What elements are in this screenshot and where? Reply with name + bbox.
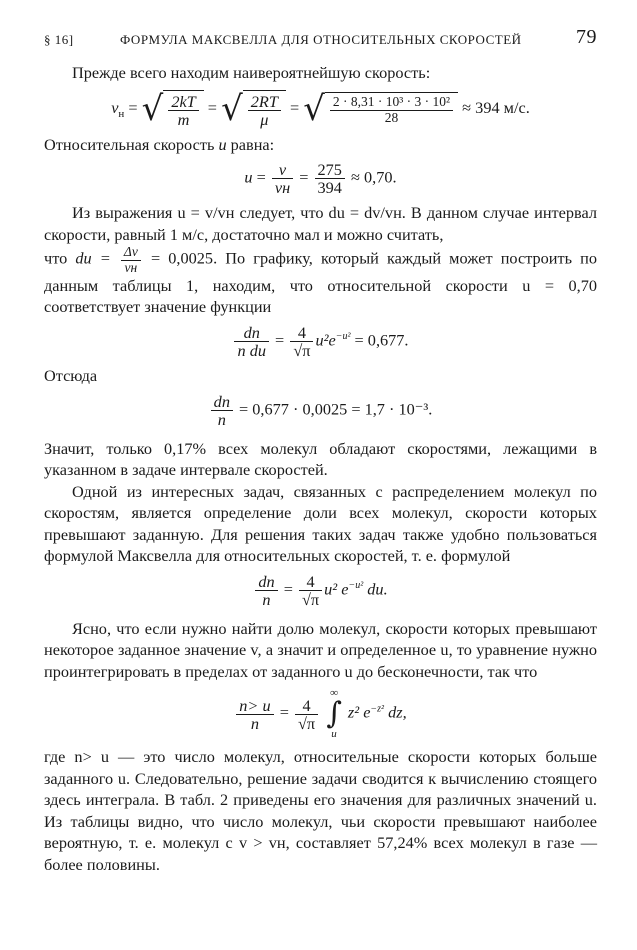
paragraph-8: где n> u — это число молекул, относительные скорости которых больше заданного u. Следовательно, решение задачи сводится к вычислению стоящего здесь интеграла. В табл. 2 приведены его значения для различных значений u. Из таблицы видно, что число молекул, чьи скорости превышают наиболее вероятную, т. е. молекул с v > vн, составляет 57,24% всех молекул в газе — более половины.	[44, 747, 597, 874]
formula-maxwell-relative: $\frac{dn}{n}$ = $\frac{4}{√\pi}$ u² $e^{-u^2}$ du.	[44, 573, 597, 608]
eq1-r2-num: 2RT	[248, 93, 281, 111]
chapter-title: ФОРМУЛА МАКСВЕЛЛА ДЛЯ ОТНОСИТЕЛЬНЫХ СКОРОСТЕЙ	[120, 32, 522, 47]
eq2-result: ≈ 0,70.	[351, 167, 397, 187]
paragraph-2	[44, 134, 597, 156]
sqrt-3: √ $\frac{\text{2 · 8,31 · 10³ · 3 · 10²}}{28}$	[303, 92, 458, 126]
eq1-r1-num: 2kT	[168, 93, 198, 111]
eq6-exp: −z²	[370, 703, 385, 715]
integral-sign: ∞ ∫ u	[326, 687, 342, 741]
eq5-den2: √π	[301, 589, 320, 609]
eq6-den2: √π	[297, 713, 316, 733]
eq6-num2: 4	[295, 697, 318, 715]
eq1-r3-den: 28	[384, 109, 399, 125]
eq3-exp: −u²	[335, 330, 351, 342]
eq5-exp: −u²	[348, 579, 364, 591]
page-body	[44, 62, 597, 875]
eq2-den1: vн	[274, 178, 291, 198]
eq5-num1: dn	[255, 573, 277, 591]
paragraph-6: Одной из интересных задач, связанных с распределением молекул по скоростям, является определение доли всех молекул, скорости которых превышают заданную. Для решения таких задач также удобно пользоваться формулой Максвелла для относительных скоростей, т. е. формулой	[44, 481, 597, 566]
eq3-den2: √π	[293, 340, 311, 360]
eq6-num1: n> u	[236, 697, 273, 715]
eq1-result: ≈ 394 м/с.	[462, 97, 530, 117]
eq5-tail: du.	[367, 579, 388, 599]
paragraph-3: Из выражения u = v/vн следует, что du = dv/vн. В данном случае интервал скорости, равный 1 м/с, достаточно мал и можно считать,	[44, 203, 597, 244]
formula-fraction-result	[44, 393, 597, 428]
eq1-lhs-sub: н	[118, 107, 125, 120]
eq2-den2: 394	[317, 178, 342, 198]
eq1-lhs: v	[111, 97, 119, 117]
formula-integral: $\frac{n> u}{n}$ = $\frac{4}{√\pi}$ ∞ ∫ u z² $e^{-z^2}$ dz,	[44, 688, 597, 740]
eq1-r2-den: μ	[260, 109, 269, 129]
eq2-num1: v	[272, 161, 293, 179]
sqrt-1: √ $\frac{2kT}{m}$	[142, 90, 204, 128]
eq3-body: u²e	[315, 330, 336, 350]
p3-eq-val: = 0,0025.	[150, 248, 218, 268]
p3-eq-num: Δv	[121, 245, 141, 260]
eq6-body: z² e	[347, 703, 371, 723]
eq5-den1: n	[262, 589, 271, 609]
eq6-upper: ∞	[330, 687, 338, 700]
eq3-num2: 4	[290, 324, 313, 342]
eq3-num1: dn	[234, 324, 269, 342]
eq3-den1: n du	[237, 340, 266, 360]
eq2-lhs: u	[244, 167, 253, 187]
eq4-num: dn	[211, 393, 233, 411]
paragraph-5: Значит, только 0,17% всех молекул обладают скоростями, лежащими в указанном в задаче интервале скоростей.	[44, 438, 597, 480]
section-number: § 16]	[44, 32, 74, 47]
eq6-lower: u	[331, 728, 337, 741]
formula-function-value: $\frac{dn}{\text{n du}}$ = $\frac{4}{√\pi}$ $u^2e^{-u^2} = 0,677$.	[44, 324, 597, 359]
eq6-tail: dz,	[388, 703, 407, 723]
paragraph-7: Ясно, что если нужно найти долю молекул, скорости которых превышают некоторое заданное значение v, а значит и определенное u, то уравнение нужно проинтегрировать в пределах от заданного u до бесконечности, так что	[44, 618, 597, 681]
eq1-r1-den: m	[177, 109, 190, 129]
paragraph-4: Отсюда	[44, 366, 98, 385]
p3-pre: что	[44, 248, 68, 268]
p3-eq-lhs: du =	[75, 248, 111, 268]
eq5-num2: 4	[299, 573, 322, 591]
p3-eq-den: vн	[124, 259, 138, 275]
sqrt-2: √ $\frac{2RT}{\mu}$	[221, 90, 286, 128]
formula-most-probable-speed: $v_н$ = √ $\frac{2kT}{m}$ = √ $\frac{2RT}{\mu}$ = √ $\frac{\text{2 · 8,31 · 10³ · 3 · 10²}}{28}$ ≈ 394 м/с.	[111, 88, 530, 129]
page-number: 79	[576, 26, 597, 48]
eq4-result: = 0,677 · 0,0025 = 1,7 · 10⁻³.	[239, 398, 433, 418]
eq2-num2: 275	[315, 161, 345, 179]
eq1-r3-num: 2 · 8,31 · 10³ · 3 · 10²	[330, 95, 453, 110]
eq6-den1: n	[250, 713, 260, 733]
eq3-result: = 0,677.	[354, 330, 409, 350]
eq4-den: n	[217, 409, 226, 429]
eq5-body: u² e	[324, 579, 349, 599]
formula-relative-speed: u = $\frac{v}{vн}$ = $\frac{275}{394}$ ≈ 0,70.	[244, 160, 397, 198]
paragraph-3-continued	[44, 245, 597, 317]
paragraph-1: Прежде всего находим наивероятнейшую скорость:	[72, 63, 431, 82]
p2-text-a: Относительная скорость	[44, 134, 219, 154]
p2-text-b: равна:	[226, 134, 275, 154]
running-header	[44, 26, 597, 52]
p2-var: u	[218, 134, 227, 154]
p3-post: По графику, который каждый может построить по данным таблицы 1, находим, что относительной скорости u = 0,70 соответствует значение функции	[44, 248, 598, 317]
